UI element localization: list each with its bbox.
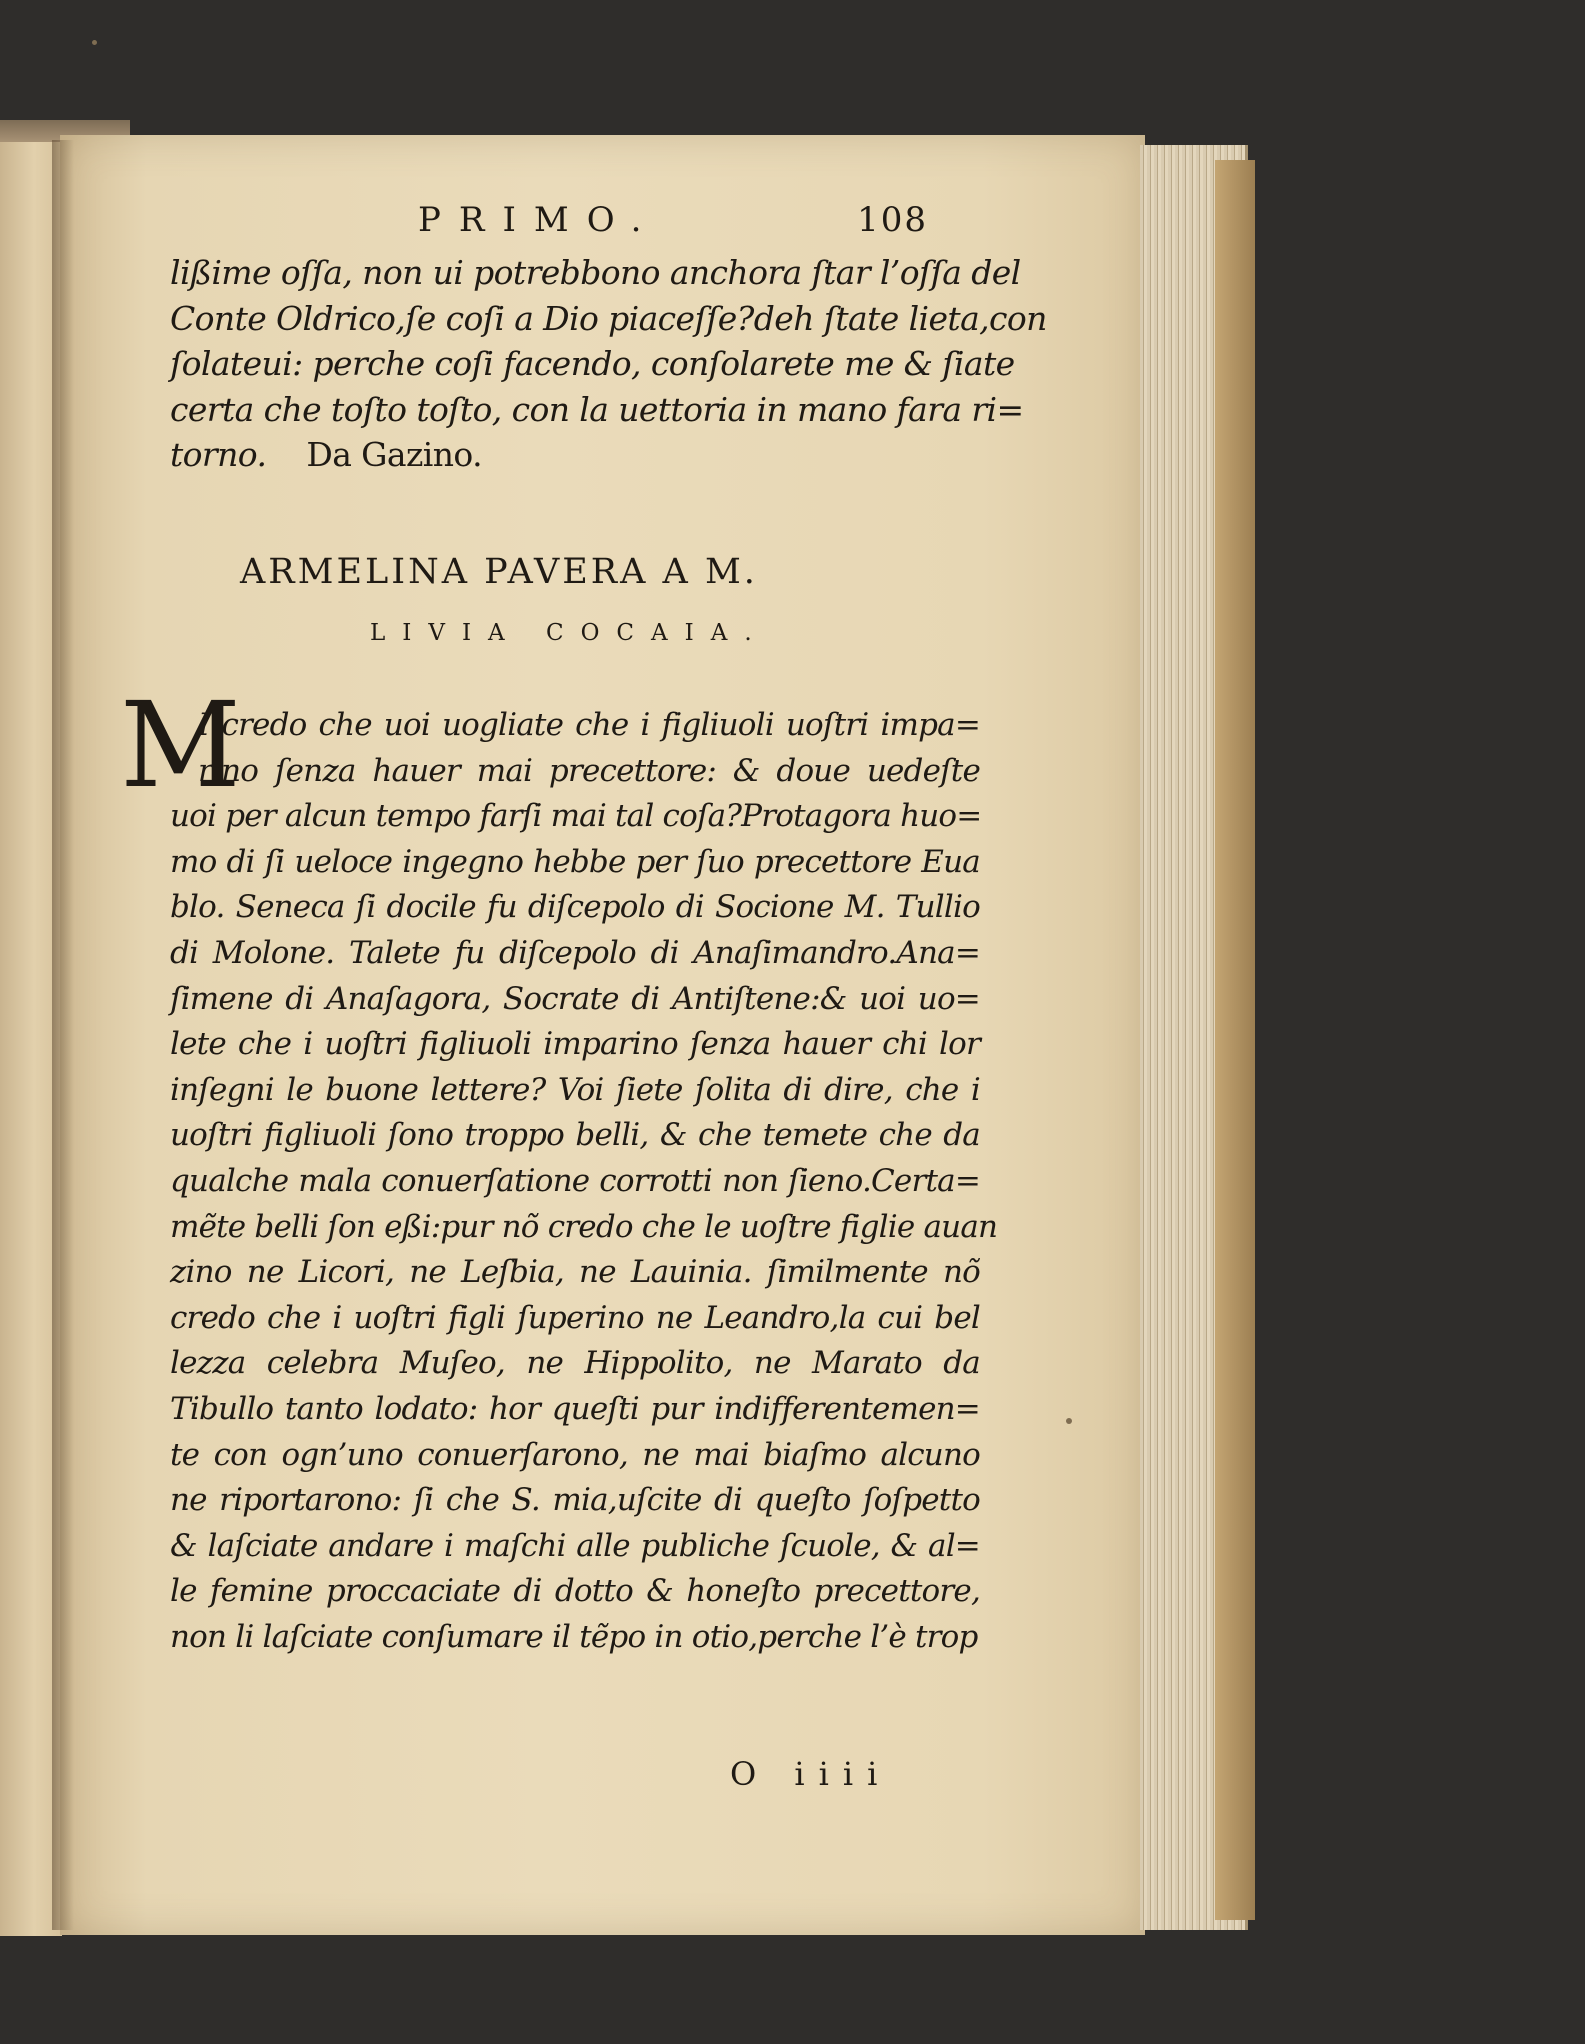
letter-heading: ARMELINA PAVERA A M. <box>240 552 758 592</box>
body-line: rino ſenza hauer mai precettore: & doue uedeſte <box>198 752 980 789</box>
body-line: le femine proccaciate di dotto & honeſto precettore, <box>170 1573 980 1610</box>
text-line: lißime oſſa, non ui potrebbono anchora ſtar l’oſſa del <box>170 253 1021 292</box>
page-number: 108 <box>857 200 928 240</box>
body-line: ne riportarono: ſi che S. mia,uſcite di queſto ſoſpetto <box>170 1482 980 1519</box>
body-line: uoſtri figliuoli ſono troppo belli, & che temete che da <box>170 1117 980 1154</box>
running-head <box>248 200 928 250</box>
body-line: inſegni le buone lettere? Voi ſiete ſolita di dire, che i <box>170 1071 980 1108</box>
body-line: qualche mala conuerſatione corrotti non ſieno.Certa= <box>170 1162 980 1199</box>
body-line: blo. Seneca ſi docile fu diſcepolo di Socione M. Tullio <box>170 889 980 926</box>
text-line: Conte Oldrico,ſe coſi a Dio piaceſſe?deh ſtate lieta,con <box>170 298 1047 338</box>
body-line: lezza celebra Muſeo, ne Hippolito, ne Marato da <box>170 1345 980 1382</box>
body-line: zino ne Licori, ne Leſbia, ne Lauinia. ſimilmente nõ <box>170 1254 980 1291</box>
body-line: te con ogn’uno conuerſarono, ne mai biaſmo alcuno <box>170 1436 980 1473</box>
body-line: non li laſciate conſumare il tẽpo in otio,perche l’è trop <box>170 1618 978 1655</box>
running-title: PRIMO. <box>418 200 660 240</box>
letter-body <box>170 703 998 1660</box>
body-line: lete che i uoſtri figliuoli imparino ſenza hauer chi lor <box>170 1026 980 1063</box>
text-line: certa che toſto toſto, con la uettoria in mano fara ri= <box>170 389 1024 429</box>
body-line: & laſciate andare i maſchi alle publiche ſcuole, & al= <box>170 1527 980 1564</box>
text-line-end: torno. <box>170 435 267 474</box>
body-line: di Molone. Talete fu diſcepolo di Anaſimandro.Ana= <box>170 934 980 971</box>
body-line: credo che i uoſtri figli ſuperino ne Leandro,la cui bel <box>170 1299 980 1336</box>
body-line: I credo che uoi uogliate che i figliuoli uoſtri impa= <box>198 707 980 743</box>
fore-edge-binding <box>1215 160 1255 1920</box>
signature-mark: O iiii <box>730 1755 892 1793</box>
body-line: uoi per alcun tempo farſi mai tal coſa?Protagora huo= <box>170 798 982 835</box>
text-line-last <box>170 432 1000 478</box>
text-line: ſolateui: perche coſi facendo, conſolarete me & ſiate <box>170 344 1015 383</box>
body-line: mo di ſi ueloce ingegno hebbe per ſuo precettore Eua <box>170 843 980 880</box>
opening-passage <box>170 250 1047 478</box>
body-line: Tibullo tanto lodato: hor queſti pur indifferentemen= <box>170 1390 980 1427</box>
body-line: ſimene di Anaſagora, Socrate di Antiſtene:& uoi uo= <box>170 980 980 1017</box>
paper-speck <box>1066 1418 1072 1424</box>
paper-speck <box>92 40 97 45</box>
letter-subheading: LIVIA COCAIA. <box>370 620 769 646</box>
body-line: mẽte belli ſon eßi:pur nõ credo che le uoſtre figlie auan <box>170 1208 998 1245</box>
gutter-shadow <box>52 140 74 1930</box>
opening-signature: Da Gazino. <box>306 435 482 474</box>
drop-cap: M <box>120 676 241 814</box>
